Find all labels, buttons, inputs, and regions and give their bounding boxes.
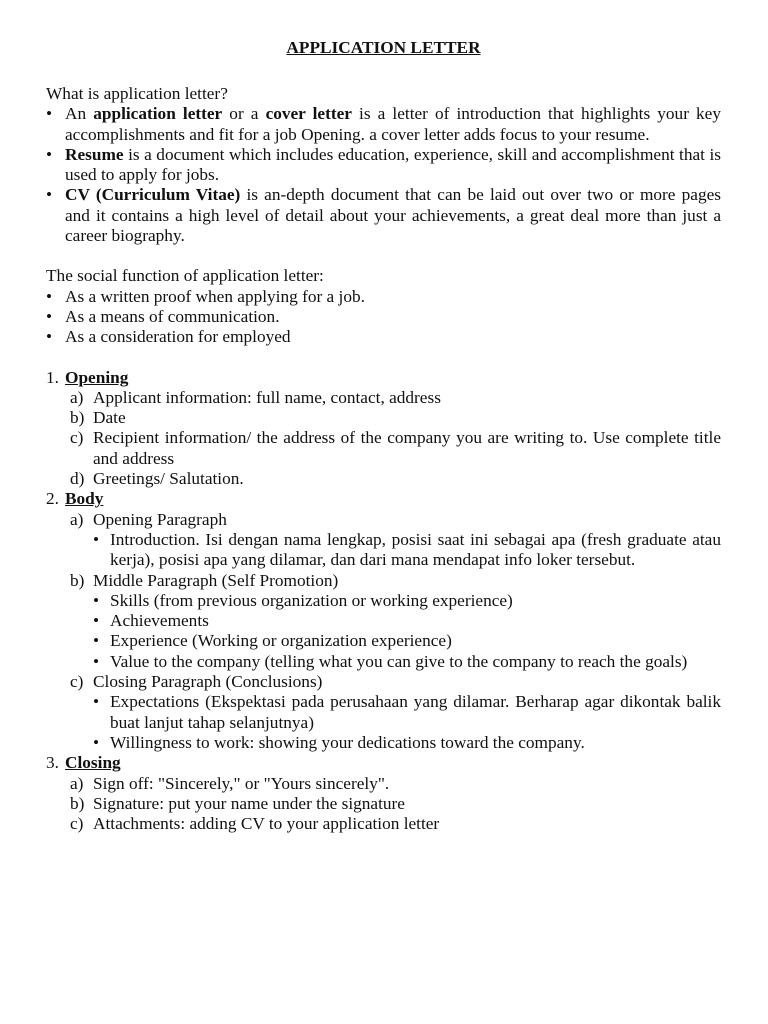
term-cover-letter: cover letter	[265, 104, 352, 124]
sub-bullet: • Value to the company (telling what you can give to the company to reach the goals)	[93, 651, 688, 671]
sub-item: a) Sign off: "Sincerely," or "Yours sincerely".	[70, 773, 390, 793]
sub-item: c) Recipient information/ the address of the company you are writing to. Use complete title and address	[70, 428, 721, 468]
sub-item: c) Attachments: adding CV to your application letter	[70, 814, 440, 834]
sub-bullet: • Achievements	[93, 611, 209, 631]
social-item: • As a consideration for employed	[46, 327, 291, 347]
sub-bullet: • Expectations (Ekspektasi pada perusahaan yang dilamar. Berharap agar dikontak balik buat lanjut tahap selanjutnya)	[93, 692, 721, 732]
section-closing	[46, 753, 721, 773]
bullet-icon: •	[93, 732, 100, 752]
bullet-icon: •	[46, 286, 53, 306]
sub-item: a) Opening Paragraph	[70, 509, 227, 529]
bullet-icon: •	[93, 529, 100, 549]
term-application-letter: application letter	[93, 104, 223, 124]
bullet-icon: •	[93, 590, 100, 610]
section-body	[46, 489, 721, 509]
sub-item: a) Applicant information: full name, contact, address	[70, 387, 441, 407]
bullet-icon: •	[46, 327, 53, 347]
bullet-icon: •	[46, 306, 53, 326]
section-heading: Closing	[65, 753, 121, 773]
social-item: • As a written proof when applying for a job.	[46, 286, 365, 306]
social-heading: The social function of application letter:	[46, 266, 324, 286]
bullet-icon: •	[93, 631, 100, 651]
term-cv: CV (Curriculum Vitae)	[65, 185, 241, 205]
sub-bullet: • Skills (from previous organization or working experience)	[93, 590, 513, 610]
term-resume: Resume	[65, 144, 124, 164]
bullet-icon: •	[93, 611, 100, 631]
section-number: 1.	[46, 367, 59, 387]
sub-bullet: • Experience (Working or organization experience)	[93, 631, 452, 651]
sub-item: b) Middle Paragraph (Self Promotion)	[70, 570, 339, 590]
sub-item: c) Closing Paragraph (Conclusions)	[70, 672, 323, 692]
sub-bullet: • Introduction. Isi dengan nama lengkap, posisi saat ini sebagai apa (fresh graduate atau kerja), posisi apa yang dilamar, dan dari mana mendapat info loker tersebut.	[93, 529, 721, 570]
intro-bullet-application-letter: • An application letter or a cover letter is a letter of introduction that highlights your key accomplishments and fit for a job Opening. a cover letter adds focus to your resume.	[46, 104, 721, 144]
document-title: APPLICATION LETTER	[286, 38, 481, 57]
social-item: • As a means of communication.	[46, 306, 280, 326]
section-number: 2.	[46, 489, 59, 509]
bullet-icon: •	[93, 651, 100, 671]
sub-bullet: • Willingness to work: showing your dedications toward the company.	[93, 732, 585, 752]
document-page	[46, 38, 721, 834]
section-opening	[46, 368, 721, 388]
sub-item: b) Date	[70, 408, 126, 428]
sub-item: d) Greetings/ Salutation.	[70, 469, 244, 489]
section-heading: Body	[65, 489, 104, 509]
bullet-icon: •	[46, 144, 53, 164]
intro-bullet-cv: • CV (Curriculum Vitae) is an-depth document that can be laid out over two or more pages and it contains a high level of detail about your achievements, a great deal more than just a career biography.	[46, 185, 721, 246]
sub-item: b) Signature: put your name under the signature	[70, 793, 405, 813]
bullet-icon: •	[93, 692, 100, 712]
bullet-icon: •	[46, 104, 53, 124]
section-number: 3.	[46, 753, 59, 773]
section-heading: Opening	[65, 367, 129, 387]
intro-bullet-resume: • Resume is a document which includes education, experience, skill and accomplishment that is used to apply for jobs.	[46, 144, 721, 185]
bullet-icon: •	[46, 185, 53, 205]
intro-question: What is application letter?	[46, 84, 228, 103]
